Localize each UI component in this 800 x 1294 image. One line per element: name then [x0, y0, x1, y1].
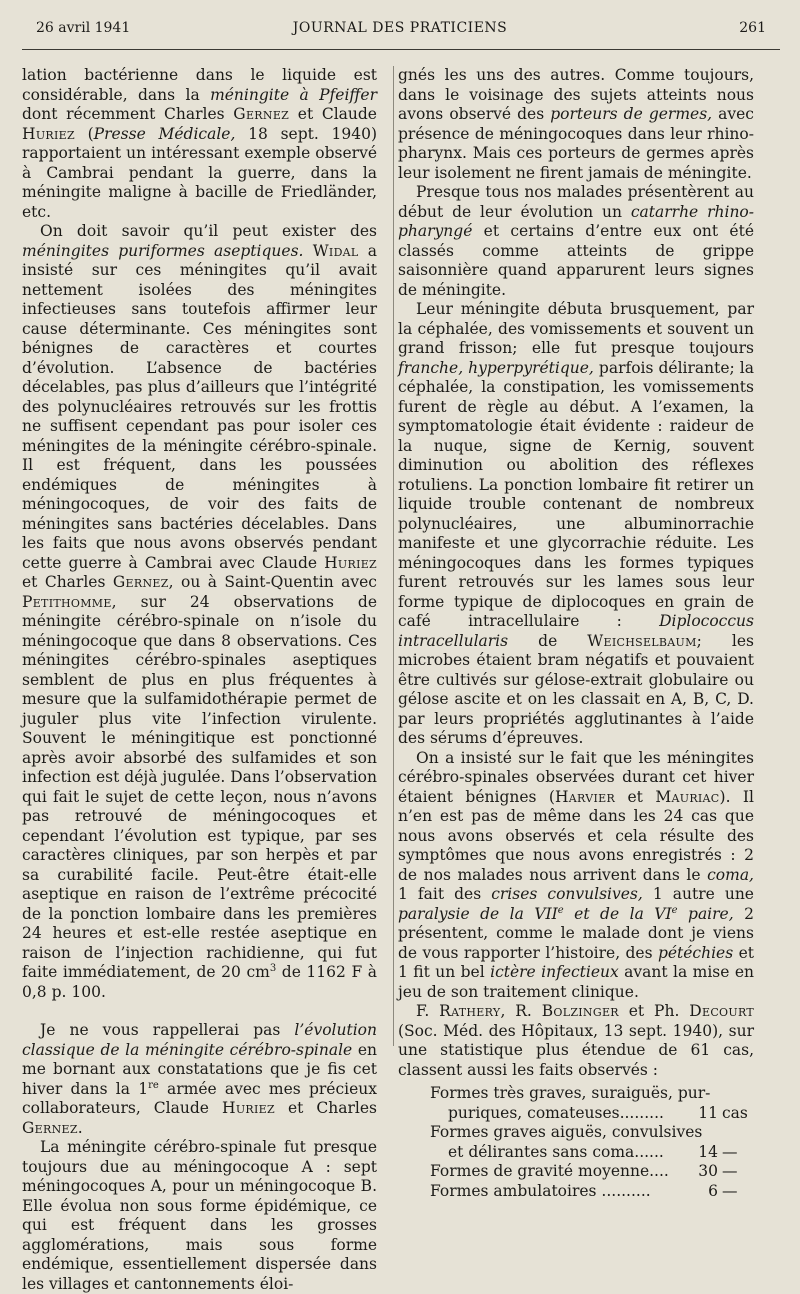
table-unit: —	[722, 1181, 738, 1200]
italic-text: e	[671, 904, 678, 916]
table-label: Formes ambulatoires ..........	[430, 1181, 651, 1200]
author-name: Decourt	[689, 1002, 754, 1020]
text-run: et	[615, 787, 656, 806]
text-run: et 1 fit un bel	[398, 943, 754, 981]
italic-text: et de la VI	[563, 904, 672, 923]
table-label: Formes de gravité moyenne....	[430, 1162, 669, 1180]
left-column	[22, 66, 377, 1294]
table-unit: —	[722, 1162, 738, 1180]
header-date: 26 avril 1941	[36, 20, 131, 36]
header-page-number: 261	[739, 20, 766, 36]
paragraph	[22, 222, 377, 1002]
italic-text: Presse Médicale,	[93, 124, 236, 143]
author-name: Bolzinger	[541, 1002, 619, 1020]
author-name: Gernez	[233, 105, 290, 123]
paragraph	[22, 1021, 377, 1138]
table-row	[430, 1143, 754, 1163]
text-run: 18 sept. 1940) rapportaient un intéressant exemple observé à Cambrai pendant la guerre, dans la méningite maligne à bacille de Friedländer, etc.	[22, 124, 377, 221]
table-unit: cas	[722, 1103, 748, 1122]
table-label: et délirantes sans coma......	[448, 1142, 664, 1161]
text-run: 1 fait des	[398, 885, 492, 903]
text-run: , sur 24 observations de méningite cérébro-spinale on n’isole du méningocoque que dans 8 observations. Ces méningites cérébro-spinales aseptiques semblent de plus en plus fréquentes à mesure que la sulfamidothérapie permet de juguler plus vite l’infection virulente. Souvent le méningitique est ponctionné après avoir absorbé des sulfamides et son infection est déjà jugulée. Dans l’observation qui fait le sujet de cette leçon, nous n’avons pas retrouvé de méningocoques et cependant l’évolution est typique, par ses caractères cliniques, par son herpès et par sa curabilité facile. Peut-être était-elle aseptique en raison de l’extrême précocité de la ponction lombaire dans les premières 24 heures et est-elle restée aseptique en raison de l’injection rachidienne, qui fut faite immédiatement, de 20 cm	[22, 592, 377, 981]
text-run: parfois délirante; la céphalée, la constipation, les vomissements furent de règle au début. A l’examen, la symptomatologie était évidente : raideur de la nuque, signe de Kernig, souvent diminution ou abolition des réflexes rotuliens. La ponction lombaire fit retirer un liquide trouble contenant de nombreux polynucléaires, une albuminorrachie manifeste et une glycorrachie réduite. Les méningocoques dans les formes typiques furent retrouvés sur les lames sous leur forme typique de diplocoques en grain de café intracellulaire :	[398, 358, 754, 630]
author-name: Huriez	[222, 1099, 275, 1117]
text-run: (	[74, 124, 94, 143]
author-name: Mauriac	[655, 787, 720, 806]
paragraph	[398, 66, 754, 183]
text-run: Leur méningite débuta brusquement, par la céphalée, des vomissements et souvent un grand frisson; elle fut presque toujours	[398, 300, 754, 357]
italic-text: paralysie de la VII	[398, 904, 558, 923]
text-run: , ou à Saint-Quentin avec	[168, 573, 377, 591]
italic-text: e	[557, 904, 564, 916]
text-run: .	[77, 1118, 83, 1137]
author-name: Huriez	[324, 553, 377, 572]
text-run: et Ph.	[618, 1002, 690, 1020]
text-run: a insisté sur ces méningites qu’il avait nettement isolées des méningites infectieuses sans toutefois affirmer leur cause déterminante. Ces méningites sont bénignes de caractères et courtes d’évolution. L’absence de bactéries décelables, pas plus d’ailleurs que l’intégrité des polynucléaires retrouvés sur les frottis ne suffisent cependant pas pour isoler ces méningites de la méningite cérébro-spinale. Il est fréquent, dans les poussées endémiques de méningites à méningocoques, de voir des faits de méningites sans bactéries décelables. Dans les faits que nous avons observés pendant cette guerre à Cambrai avec Claude	[22, 241, 377, 572]
text-run: avant la mise en jeu de son traitement clinique.	[398, 963, 755, 1001]
table-count: 6	[708, 1181, 718, 1200]
text-run: et Claude	[289, 105, 377, 123]
table-row	[430, 1182, 754, 1202]
text-run: gnés les uns des autres. Comme toujours, dans le voisinage des sujets atteints nous avons observé des	[398, 66, 754, 123]
text-run: Presque tous nos malades présentèrent au début de leur évolution un	[398, 183, 754, 221]
text-run: et certains d’entre eux ont été classés comme atteints de grippe saisonnière quand apparurent leurs signes de méningite.	[398, 222, 754, 299]
author-name: Gernez	[112, 573, 169, 591]
right-column	[398, 66, 754, 1201]
text-run: et Charles	[22, 573, 113, 591]
author-name: Huriez	[22, 124, 75, 143]
text-run: (Soc. Méd. des Hôpitaux, 13 sept. 1940), sur une statistique plus étendue de 61 cas, classent aussi les faits observés :	[398, 1021, 754, 1079]
text-run: re	[148, 1079, 159, 1091]
paragraph	[398, 183, 754, 300]
paragraph	[22, 1138, 377, 1294]
text-run: lation bactérienne dans le liquide est considérable, dans la	[22, 66, 377, 104]
text-run: de 1162 F à 0,8 p. 100.	[22, 963, 377, 1001]
text-run: et Charles	[274, 1099, 377, 1117]
text-run: On a insisté sur le fait que les méningites cérébro-spinales observées durant cet hiver étaient bénignes (	[398, 748, 754, 806]
text-run: On doit savoir qu’il peut exister des	[40, 222, 377, 240]
header-rule	[22, 49, 780, 50]
text-run: avec présence de méningocoques dans leur rhino-pharynx. Mais ces porteurs de germes après leur isolement ne firent jamais de méningite.	[398, 105, 754, 182]
author-name: Widal	[312, 241, 359, 260]
table-label: puriques, comateuses.........	[448, 1103, 664, 1122]
text-run: La méningite cérébro-spinale fut presque toujours due au méningocoque A : sept méningocoques A, pour un méningocoque B. Elle évolua non sous forme épidémique, ce qui est fréquent dans les grosses agglomérations, mais sous forme endémique, essentiellement dispersée dans les villages et cantonnements éloi-	[22, 1138, 377, 1293]
header-journal-title: JOURNAL DES PRATICIENS	[292, 20, 508, 36]
italic-text: pétéchies	[657, 943, 734, 962]
italic-text: porteurs de germes,	[550, 105, 713, 123]
text-run: F.	[416, 1002, 440, 1020]
text-run: ). Il n’en est pas de même dans les 24 cas que nous avons observés et cela résulte des symptômes que nous avons enregistrés : 2 de nos malades nous arrivent dans le	[398, 787, 755, 884]
text-run: armée avec mes précieux collaborateurs, Claude	[22, 1079, 377, 1117]
italic-text: ictère infectieux	[490, 963, 619, 981]
italic-text: franche, hyperpyrétique,	[398, 358, 594, 377]
italic-text: paire,	[677, 904, 734, 923]
paragraph	[22, 66, 377, 222]
author-name: Harvier	[554, 787, 616, 806]
italic-text: l’évolution classique de la méningite cérébro-spinale	[22, 1021, 377, 1059]
italic-text: crises convulsives,	[491, 885, 643, 903]
text-run: , R.	[500, 1002, 542, 1020]
table-label: Formes graves aiguës, convulsives	[430, 1123, 703, 1141]
text-run: Je ne vous rappellerai pas	[40, 1021, 295, 1039]
text-run: en me bornant aux constatations que je fis cet hiver dans la 1	[22, 1040, 377, 1098]
text-run: dont récemment Charles	[22, 105, 234, 123]
paragraph	[398, 749, 754, 1003]
text-run: ; les microbes étaient bram négatifs et pouvaient être cultivés sur gélose-extrait globulaire ou gélose ascite et on les classait en A, B, C, D. par leurs propriétés agglutinantes à l’aide des sérums d’épreuves.	[398, 631, 755, 747]
paragraph	[398, 1002, 754, 1080]
statistics-table	[430, 1084, 754, 1201]
author-name: Gernez	[22, 1118, 78, 1137]
author-name: Weichselbaum	[587, 631, 697, 650]
author-name: Rathery	[439, 1002, 501, 1020]
table-unit: —	[722, 1142, 738, 1161]
text-run: 3	[269, 962, 277, 974]
running-header	[0, 0, 800, 60]
table-row	[430, 1084, 754, 1104]
italic-text: méningite à Pfeiffer	[210, 85, 377, 104]
italic-text: Diplococcus intracellularis	[398, 612, 754, 650]
table-count: 30	[698, 1162, 718, 1180]
paragraph	[398, 300, 754, 749]
text-run	[303, 242, 312, 260]
table-label: Formes très graves, suraiguës, pur-	[430, 1084, 711, 1102]
italic-text: catarrhe rhino-pharyngé	[398, 202, 754, 240]
table-row	[430, 1162, 754, 1182]
author-name: Petithomme	[22, 592, 112, 611]
italic-text: méningites puriformes aseptiques.	[22, 241, 304, 260]
italic-text: coma,	[707, 865, 754, 884]
text-run: 2 présentent, comme le malade dont je viens de vous rapporter l’histoire, des	[398, 904, 754, 962]
table-count: 11	[698, 1103, 718, 1122]
text-run: de	[508, 631, 588, 650]
table-row	[430, 1123, 754, 1143]
text-run: 1 autre une	[642, 885, 754, 903]
table-row	[430, 1104, 754, 1124]
table-count: 14	[698, 1142, 718, 1161]
column-divider	[393, 66, 394, 1046]
